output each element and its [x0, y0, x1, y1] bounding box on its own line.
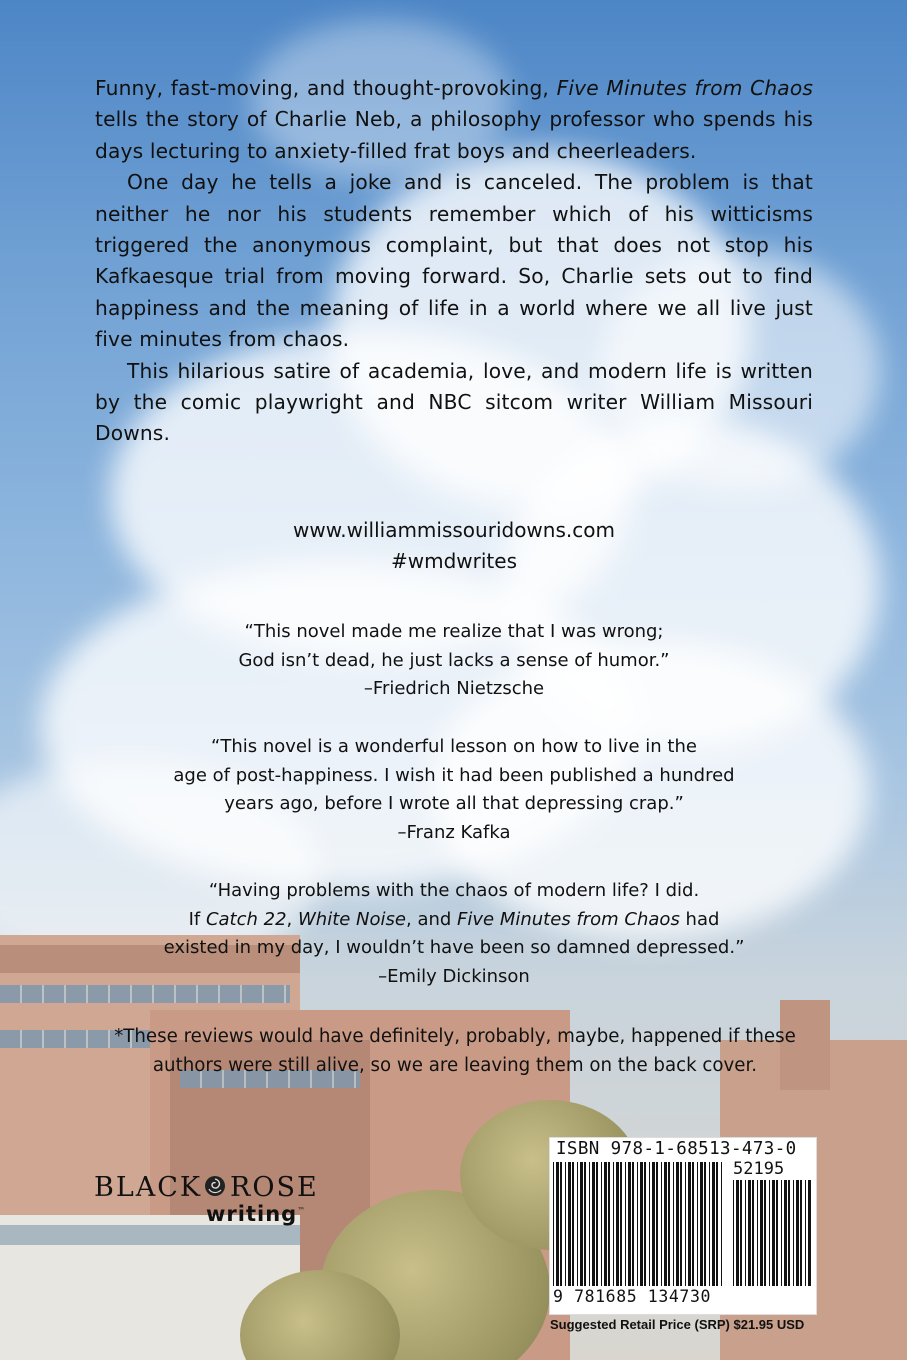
quote-author: –Emily Dickinson [378, 965, 530, 987]
barcode-bar [796, 1180, 799, 1286]
barcode-bar [757, 1180, 758, 1286]
author-links [95, 515, 813, 577]
barcode-bar [625, 1162, 626, 1286]
book-title: Five Minutes from Chaos [556, 76, 813, 100]
barcode-bar [740, 1180, 742, 1286]
barcode-bar [661, 1162, 662, 1286]
barcode-bar [668, 1162, 670, 1286]
barcode-bar [560, 1162, 562, 1286]
barcode-bar [656, 1162, 658, 1286]
barcode-bar [712, 1162, 715, 1286]
barcode-bar [808, 1180, 811, 1286]
book-description [95, 73, 813, 450]
disclaimer-line: authors were still alive, so we are leaving them on the back cover. [152, 1055, 758, 1076]
barcode-bar [733, 1180, 734, 1286]
quote-book-title: Catch 22 [205, 908, 287, 930]
publisher-logo [94, 1172, 334, 1232]
barcode-bar [764, 1180, 766, 1286]
barcode-bar [604, 1162, 607, 1286]
reviews-disclaimer [80, 1022, 830, 1080]
quote-line: age of post-happiness. I wish it had been published a hundred [173, 764, 735, 786]
quote-author: –Friedrich Nietzsche [363, 678, 545, 700]
quote-book-title: White Noise [298, 908, 406, 930]
barcode-bar [649, 1162, 650, 1286]
quote-line: years ago, before I wrote all that depressing crap.” [224, 793, 684, 815]
barcode-bar [745, 1180, 746, 1286]
barcode-bar [697, 1162, 698, 1286]
barcode-bar [769, 1180, 770, 1286]
author-website: www.williammissouridowns.com [293, 518, 615, 542]
barcode-bar [788, 1180, 790, 1286]
description-paragraph-2: One day he tells a joke and is canceled. The problem is that neither he nor his students remember which of his witticisms triggered the anonymous complaint, but that does not stop his Kafkaesque trial from moving forward. So, Charlie sets out to find happiness and the meaning of life in a world where we all live just five minutes from chaos. [95, 170, 813, 352]
barcode-bar [685, 1162, 686, 1286]
barcode-bar [700, 1162, 703, 1286]
quote-text: had [679, 908, 720, 930]
barcode-bar [553, 1162, 554, 1286]
barcode-bar [781, 1180, 782, 1286]
barcode-bar [596, 1162, 598, 1286]
quote-line: God isn’t dead, he just lacks a sense of humor.” [238, 649, 670, 671]
quote-book-title: Five Minutes from Chaos [457, 908, 680, 930]
barcode-bar [805, 1180, 806, 1286]
quote-line: existed in my day, I wouldn’t have been so damned depressed.” [163, 937, 745, 959]
barcode-bar [748, 1180, 751, 1286]
barcode-bar [772, 1180, 775, 1286]
rose-icon [203, 1174, 227, 1198]
logo-trademark: ™ [297, 1206, 307, 1215]
barcode-bar [589, 1162, 590, 1286]
barcode-bar [736, 1180, 739, 1286]
disclaimer-line: *These reviews would have definitely, probably, maybe, happened if these [114, 1026, 796, 1047]
barcode-bars-addon [733, 1180, 811, 1286]
barcode-bar [776, 1180, 778, 1286]
barcode-bar [572, 1162, 574, 1286]
barcode-bar [584, 1162, 586, 1286]
barcode-bar [632, 1162, 634, 1286]
barcode-bar [620, 1162, 622, 1286]
barcode-bar [565, 1162, 566, 1286]
author-hashtag: #wmdwrites [391, 549, 517, 573]
quote-text: , and [406, 908, 458, 930]
description-paragraph-3: This hilarious satire of academia, love, and modern life is written by the comic playwright and NBC sitcom writer William Missouri Downs. [95, 358, 813, 446]
barcode-bar [640, 1162, 643, 1286]
logo-word-rose: ROSE [230, 1172, 319, 1203]
description-text: Funny, fast-moving, and thought-provoking, [95, 76, 557, 100]
barcode-bar [644, 1162, 646, 1286]
barcode-bar [752, 1180, 754, 1286]
quote-line: “This novel is a wonderful lesson on how to live in the [211, 736, 697, 757]
barcode-price-code: 52195 [733, 1159, 785, 1179]
barcode-bar [760, 1180, 763, 1286]
barcode-bar [716, 1162, 718, 1286]
quote-text: , [286, 908, 298, 930]
barcode-bar [652, 1162, 655, 1286]
logo-writing-text: writing [206, 1202, 298, 1226]
review-quote [95, 733, 813, 847]
logo-word-writing [206, 1202, 306, 1226]
barcode-bar [676, 1162, 679, 1286]
quote-line: “This novel made me realize that I was wrong; [244, 621, 664, 642]
barcode-bar [784, 1180, 787, 1286]
barcode-bar [616, 1162, 619, 1286]
barcode-bar [556, 1162, 559, 1286]
barcode-bar [601, 1162, 602, 1286]
barcode-bar [692, 1162, 694, 1286]
barcode-bar [592, 1162, 595, 1286]
description-paragraph-1 [95, 73, 813, 167]
barcode-bar [680, 1162, 682, 1286]
quote-line [95, 906, 813, 935]
barcode-bar [709, 1162, 710, 1286]
isbn-number: ISBN 978-1-68513-473-0 [556, 1139, 797, 1159]
barcode-bar [608, 1162, 610, 1286]
barcode-bar [721, 1162, 722, 1286]
barcode-bar [793, 1180, 794, 1286]
barcode-bar [628, 1162, 631, 1286]
barcode-bars-main [553, 1162, 725, 1286]
isbn-barcode [549, 1137, 817, 1315]
quote-text: If [188, 908, 206, 930]
quote-author: –Franz Kafka [397, 821, 511, 843]
review-quote [95, 618, 813, 704]
barcode-digits: 9 781685 134730 [553, 1287, 712, 1306]
description-text: tells the story of Charlie Neb, a philosophy professor who spends his days lecturing to anxiety-filled frat boys and cheerleaders. [95, 107, 813, 163]
barcode-bar [673, 1162, 674, 1286]
suggested-retail-price: Suggested Retail Price (SRP) $21.95 USD [550, 1317, 805, 1332]
logo-word-black: BLACK [94, 1172, 203, 1203]
barcode-bar [704, 1162, 706, 1286]
barcode-bar [800, 1180, 802, 1286]
quote-line: “Having problems with the chaos of modern life? I did. [208, 880, 700, 901]
review-quote [95, 877, 813, 991]
barcode-bar [664, 1162, 667, 1286]
barcode-bar [637, 1162, 638, 1286]
barcode-bar [568, 1162, 571, 1286]
barcode-bar [577, 1162, 578, 1286]
barcode-bar [613, 1162, 614, 1286]
barcode-bar [580, 1162, 583, 1286]
barcode-bar [688, 1162, 691, 1286]
